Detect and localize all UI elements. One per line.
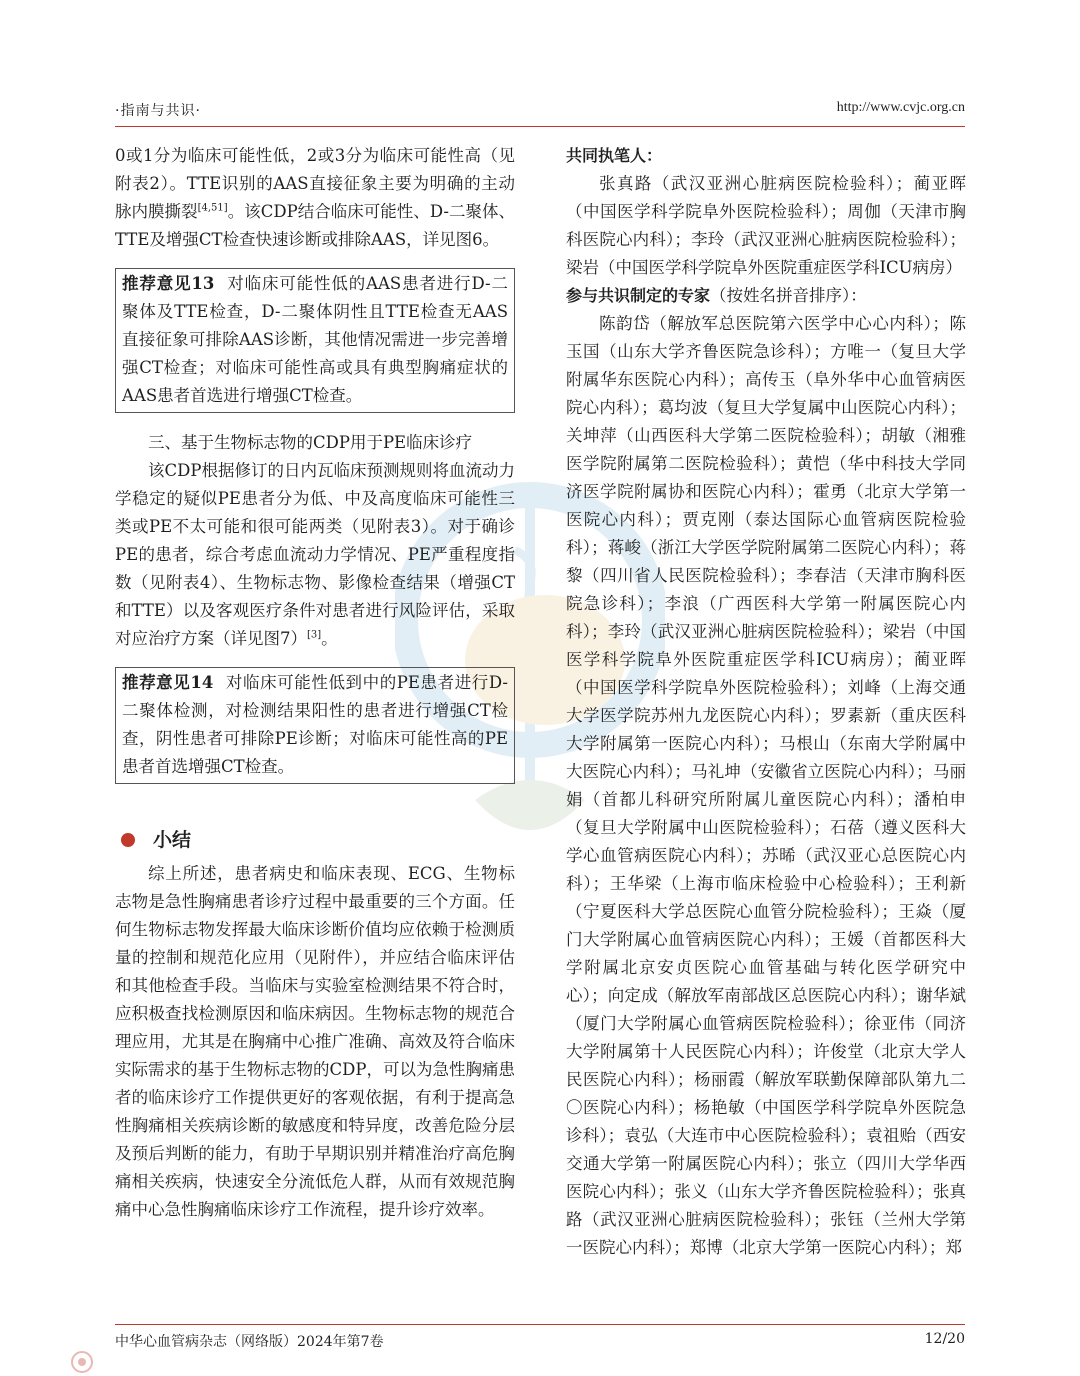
recommendation-13-text: 对临床可能性低的AAS患者进行D-二聚体及TTE检查，D-二聚体阴性且TTE检查无AAS直接征象可排除AAS诊断，其他情况需进一步完善增强CT检查；对临床可能性高或具有典型胸痛症状的AAS患者首选进行增强CT检查。 — [122, 274, 508, 405]
left-column — [115, 142, 515, 1224]
experts-list: 陈韵岱（解放军总医院第六医学中心心内科）；陈玉国（山东大学齐鲁医院急诊科）；方唯一（复旦大学附属华东医院心内科）；高传玉（阜外华中心血管病医院心内科）；葛均波（复旦大学复属中山医院心内科）；关坤萍（山西医科大学第二医院检验科）；胡敏（湘雅医学院附属第二医院检验科）；黄恺（华中科技大学同济医学院附属协和医院心内科）；霍勇（北京大学第一医院心内科）；贾克刚（泰达国际心血管病医院检验科）；蒋峻（浙江大学医学院附属第二医院心内科）；蒋黎（四川省人民医院检验科）；李春洁（天津市胸科医院急诊科）；李浪（广西医科大学第一附属医院心内科）；李玲（武汉亚洲心脏病医院检验科）；梁岩（中国医学科学院阜外医院重症医学科ICU病房）；蔺亚晖（中国医学科学院阜外医院检验科）；刘峰（上海交通大学医学院苏州九龙医院心内科）；罗素新（重庆医科大学附属第一医院心内科）；马根山（东南大学附属中大医院心内科）；马礼坤（安徽省立医院心内科）；马丽娟（首都儿科研究所附属儿童医院心内科）；潘柏申（复旦大学附属中山医院检验科）；石蓓（遵义医科大学心血管病医院心内科）；苏晞（武汉亚心总医院心内科）；王华梁（上海市临床检验中心检验科）；王利新（宁夏医科大学总医院心血管分院检验科）；王焱（厦门大学附属心血管病医院心内科）；王媛（首都医科大学附属北京安贞医院心血管基础与转化医学研究中心）；向定成（解放军南部战区总医院心内科）；谢华斌（厦门大学附属心血管病医院检验科）；徐亚伟（同济大学附属第十人民医院心内科）；许俊堂（北京大学人民医院心内科）；杨丽霞（解放军联勤保障部队第九二〇医院心内科）；杨艳敏（中国医学科学院阜外医院急诊科）；袁弘（大连市中心医院检验科）；袁祖贻（西安交通大学第一附属医院心内科）；张立（四川大学华西医院心内科）；张义（山东大学齐鲁医院检验科）；张真路（武汉亚洲心脏病医院检验科）；张钰（兰州大学第一医院心内科）；郑博（北京大学第一医院心内科）；郑 — [566, 314, 966, 1257]
recommendation-14-title: 推荐意见14 — [122, 673, 214, 692]
journal-url[interactable]: http://www.cvjc.org.cn — [836, 100, 965, 115]
footer-divider — [115, 1324, 965, 1325]
coauthors-label: 共同执笔人： — [566, 146, 663, 165]
recommendation-13-box — [115, 268, 515, 413]
experts-heading: 参与共识制定的专家（按姓名拼音排序）： — [566, 286, 867, 305]
citation: [3] — [307, 629, 322, 641]
header-divider — [115, 126, 965, 127]
publisher-logo-icon — [70, 1350, 104, 1374]
paragraph-summary: 综上所述，患者病史和临床表现、ECG、生物标志物是急性胸痛患者诊疗过程中最重要的三个方面。任何生物标志物发挥最大临床诊断价值均应依赖于检测质量的控制和规范化应用（见附件），并应结合临床评估和其他检查手段。当临床与实验室检测结果不符合时，应积极查找检测原因和临床病因。生物标志物的规范合理应用，尤其是在胸痛中心推广准确、高效及符合临床实际需求的基于生物标志物的CDP，可以为急性胸痛患者的临床诊疗工作提供更好的客观依据，有利于提高急性胸痛相关疾病诊断的敏感度和特异度，改善危险分层及预后判断的能力，有助于早期识别并精准治疗高危胸痛相关疾病，快速安全分流低危人群，从而有效规范胸痛中心急性胸痛临床诊疗工作流程，提升诊疗效率。 — [115, 864, 515, 1219]
recommendation-13-title: 推荐意见13 — [122, 274, 215, 293]
section-summary-heading: 小结 — [115, 826, 515, 854]
bullet-dot-icon — [121, 833, 135, 847]
paragraph-pe-cdp: 该CDP根据修订的日内瓦临床预测规则将血流动力学稳定的疑似PE患者分为低、中及高度临床可能性三类或PE不太可能和很可能两类（见附表3）。对于确诊PE的患者，综合考虑血流动力学情况、PE严重程度指数（见附表4）、生物标志物、影像检查结果（增强CT和TTE）以及客观医疗条件对患者进行风险评估，采取对应治疗方案（详见图7）[3]。 — [115, 461, 515, 648]
recommendation-14-box — [115, 667, 515, 784]
paragraph-aas-cdp: 0或1分为临床可能性低，2或3分为临床可能性高（见附表2）。TTE识别的AAS直接征象主要为明确的主动脉内膜撕裂[4,51]。该CDP结合临床可能性、D-二聚体、TTE及增强CT检查快速诊断或排除AAS，详见图6。 — [115, 146, 515, 249]
page-number: 12/20 — [924, 1331, 965, 1347]
journal-section-label: ·指南与共识· — [115, 103, 201, 119]
subheading-pe: 三、基于生物标志物的CDP用于PE临床诊疗 — [148, 433, 473, 452]
coauthors-list: 张真路（武汉亚洲心脏病医院检验科）；蔺亚晖（中国医学科学院阜外医院检验科）；周伽（天津市胸科医院心内科）；李玲（武汉亚洲心脏病医院检验科）；梁岩（中国医学科学院阜外医院重症医学科ICU病房） — [566, 174, 966, 277]
recommendation-14-text: 对临床可能性低到中的PE患者进行D-二聚体检测，对检测结果阳性的患者进行增强CT检查，阴性患者可排除PE诊断；对临床可能性高的PE患者首选增强CT检查。 — [122, 673, 508, 776]
citation: [4,51] — [197, 202, 228, 214]
right-column — [566, 142, 966, 1262]
journal-citation: 中华心血管病杂志（网络版）2024年第7卷 — [115, 1334, 384, 1350]
